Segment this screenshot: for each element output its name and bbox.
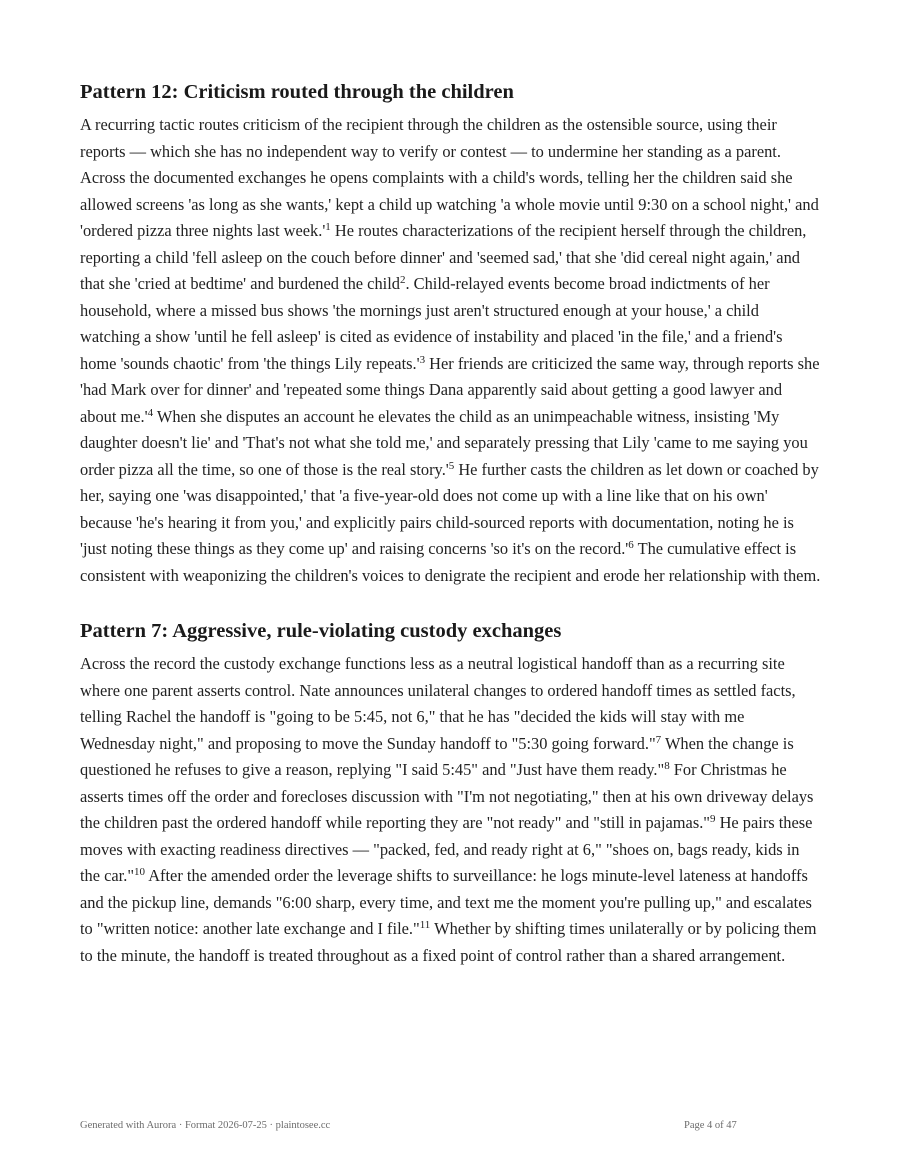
section-heading: Pattern 7: Aggressive, rule-violating custody exchanges: [80, 620, 562, 642]
section-pattern-12: [80, 78, 822, 589]
section-paragraph: [80, 651, 822, 969]
document-body: [80, 78, 822, 969]
paragraph-text: . Child-relayed events become broad indictments of her household, where a missed bus shows 'the mornings just aren't structured enough at your house,' a child watching a show 'until he fell asleep' is cited as evidence of instability and placed 'in the file,' and a friend's home 'sounds chaotic' from 'the things Lily repeats.': [80, 274, 783, 373]
paragraph-text: For Christmas he asserts times off the order and forecloses discussion with "I'm not negotiating," then at his own driveway delays the children past the ordered handoff while reporting they are "not ready" and "still in pajamas.": [80, 760, 814, 832]
paragraph-text: A recurring tactic routes criticism of the recipient through the children as the ostensible source, using their reports — which she has no independent way to verify or contest — to undermine her standing as a parent. Across the documented exchanges he opens complaints with a child's words, telling her the children said she allowed screens 'as long as she wants,' kept a child up watching 'a whole movie until 9:30 on a school night,' and 'ordered pizza three nights last week.': [80, 115, 819, 240]
paragraph-text: Her friends are criticized the same way, through reports she 'had Mark over for dinner' and 'repeated some things Dana apparently said about getting a good lawyer and about me.': [80, 353, 820, 426]
footnote-marker: 11: [419, 919, 431, 931]
footnote-marker: 8: [664, 760, 670, 772]
paragraph-text: When she disputes an account he elevates the child as an unimpeachable witness, insisting 'My daughter doesn't lie' and 'That's not what she told me,' and separately pressing that Lily 'came to me saying you order pizza all the time, so one of those is the real story.': [80, 406, 808, 479]
footnote-marker: 7: [655, 733, 662, 746]
footnote-marker: 6: [628, 539, 634, 551]
footnote-marker: 4: [147, 406, 154, 419]
footnote-marker: 9: [709, 813, 716, 825]
paragraph-text: When the change is questioned he refuses to give a reason, replying "I said 5:45" and "Just have them ready.": [80, 733, 794, 779]
footer-generator-text: Generated with Aurora · Format 2026-07-25 · plaintosee.cc: [80, 1120, 331, 1131]
page-number: Page 4 of 47: [684, 1120, 737, 1131]
paragraph-text: After the amended order the leverage shifts to surveillance: he logs minute-level lateness at handoffs and the pickup line, demands "6:00 sharp, every time, and text me the moment you're pulling up," and escalates to "written notice: another late exchange and I file.": [80, 866, 812, 938]
paragraph-text: He pairs these moves with exacting readiness directives — "packed, fed, and ready right at 6," "shoes on, bags ready, kids in the car.": [80, 813, 813, 885]
paragraph-text: He further casts the children as let down or coached by her, saying one 'was disappointed,' that 'a five-year-old does not come up with a line like that on his own' because 'he's hearing it from you,' and explicitly pairs child-sourced reports with documentation, noting he is 'just noting these things as they come up' and raising concerns 'so it's on the record.': [80, 459, 819, 558]
footnote-marker: 10: [134, 866, 146, 878]
section-heading: Pattern 12: Criticism routed through the children: [80, 81, 514, 103]
paragraph-text: Whether by shifting times unilaterally or by policing them to the minute, the handoff is treated throughout as a fixed point of control rather than a shared arrangement.: [80, 919, 817, 965]
footnote-marker: 2: [399, 274, 406, 286]
paragraph-text: He routes characterizations of the recipient herself through the children, reporting a child 'fell asleep on the couch before dinner' and 'seemed sad,' that she 'did cereal night again,' and that she 'cried at bedtime' and burdened the child: [80, 221, 807, 293]
paragraph-text: The cumulative effect is consistent with weaponizing the children's voices to denigrate the recipient and erode her relationship with them.: [80, 539, 821, 585]
footnote-marker: 1: [325, 221, 331, 233]
footnote-marker: 3: [419, 353, 426, 366]
section-paragraph: [80, 112, 822, 589]
footnote-marker: 5: [448, 459, 455, 472]
paragraph-text: Across the record the custody exchange functions less as a neutral logistical handoff than as a recurring site where one parent asserts control. Nate announces unilateral changes to ordered handoff times as settled facts, telling Rachel the handoff is "going to be 5:45, not 6," that he has "decided the kids will stay with me Wednesday night," and proposing to move the Sunday handoff to "5:30 going forward.": [80, 654, 796, 753]
section-pattern-7: [80, 617, 822, 969]
